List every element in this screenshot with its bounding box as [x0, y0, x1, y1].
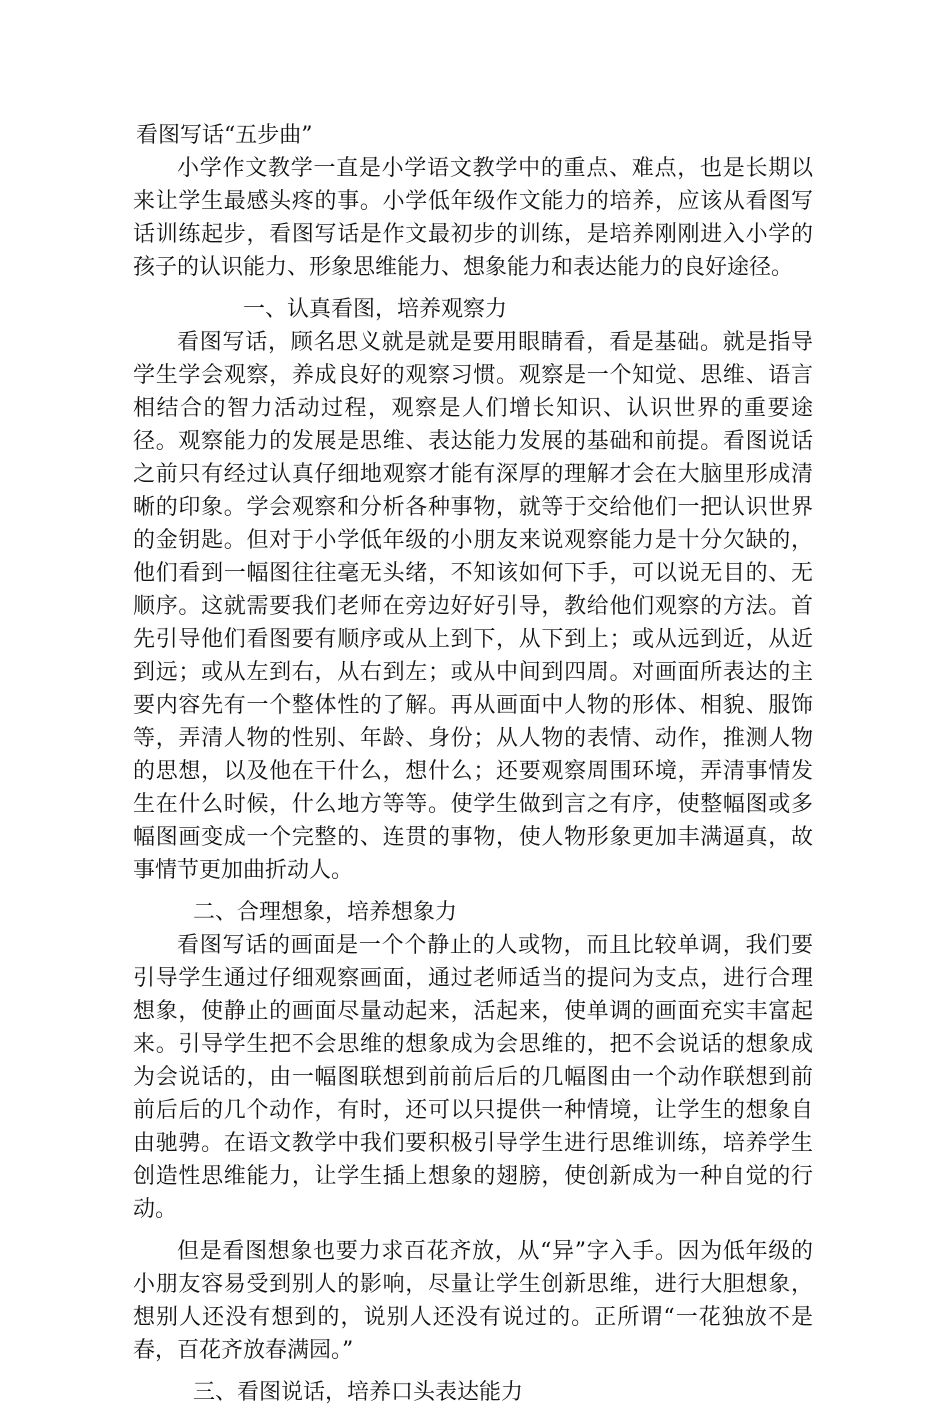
- section-2-heading: 二、合理想象，培养想象力: [193, 900, 458, 925]
- section-2-paragraph-1: 看图写话的画面是一个个静止的人或物，而且比较单调，我们要引导学生通过仔细观察画面，通过老师适当的提问为支点，进行合理想象，使静止的画面尽量动起来，活起来，使单调的画面充实丰富起来。引导学生把不会思维的想象成为会思维的，把不会说话的想象成为会说话的，由一幅图联想到前前后后的几幅图由一个动作联想到前前后后的几个动作，有时，还可以只提供一种情境，让学生的想象自由驰骋。在语文教学中我们要积极引导学生进行思维训练，培养学生创造性思维能力，让学生插上想象的翅膀，使创新成为一种自觉的行动。: [133, 933, 813, 1222]
- document-body: [133, 120, 813, 1409]
- document-title: 看图写话“五步曲”: [136, 123, 313, 148]
- section-1-paragraph: 看图写话，顾名思义就是就是要用眼睛看，看是基础。就是指导学生学会观察，养成良好的观察习惯。观察是一个知觉、思维、语言相结合的智力活动过程，观察是人们增长知识、认识世界的重要途径。观察能力的发展是思维、表达能力发展的基础和前提。看图说话之前只有经过认真仔细地观察才能有深厚的理解才会在大脑里形成清晰的印象。学会观察和分析各种事物，就等于交给他们一把认识世界的金钥匙。但对于小学低年级的小朋友来说观察能力是十分欠缺的，他们看到一幅图往往毫无头绪，不知该如何下手，可以说无目的、无顺序。这就需要我们老师在旁边好好引导，教给他们观察的方法。首先引导他们看图要有顺序或从上到下，从下到上；或从远到近，从近到远；或从左到右，从右到左；或从中间到四周。对画面所表达的主要内容先有一个整体性的了解。再从画面中人物的形体、相貌、服饰等，弄清人物的性别、年龄、身份；从人物的表情、动作，推测人物的思想，以及他在干什么，想什么；还要观察周围环境，弄清事情发生在什么时候，什么地方等等。使学生做到言之有序，使整幅图或多幅图画变成一个完整的、连贯的事物，使人物形象更加丰满逼真，故事情节更加曲折动人。: [133, 330, 813, 883]
- section-2-paragraph-2: 但是看图想象也要力求百花齐放，从“异”字入手。因为低年级的小朋友容易受到别人的影响，尽量让学生创新思维，进行大胆想象，想别人还没有想到的，说别人还没有说过的。正所谓“一花独放不是春，百花齐放春满园。”: [133, 1239, 813, 1363]
- section-1-heading: 一、认真看图，培养观察力: [243, 297, 508, 322]
- section-3-heading: 三、看图说话，培养口头表达能力: [193, 1380, 524, 1405]
- intro-paragraph: 小学作文教学一直是小学语文教学中的重点、难点，也是长期以来让学生最感头疼的事。小学低年级作文能力的培养，应该从看图写话训练起步，看图写话是作文最初步的训练，是培养刚刚进入小学的孩子的认识能力、形象思维能力、想象能力和表达能力的良好途径。: [133, 156, 813, 280]
